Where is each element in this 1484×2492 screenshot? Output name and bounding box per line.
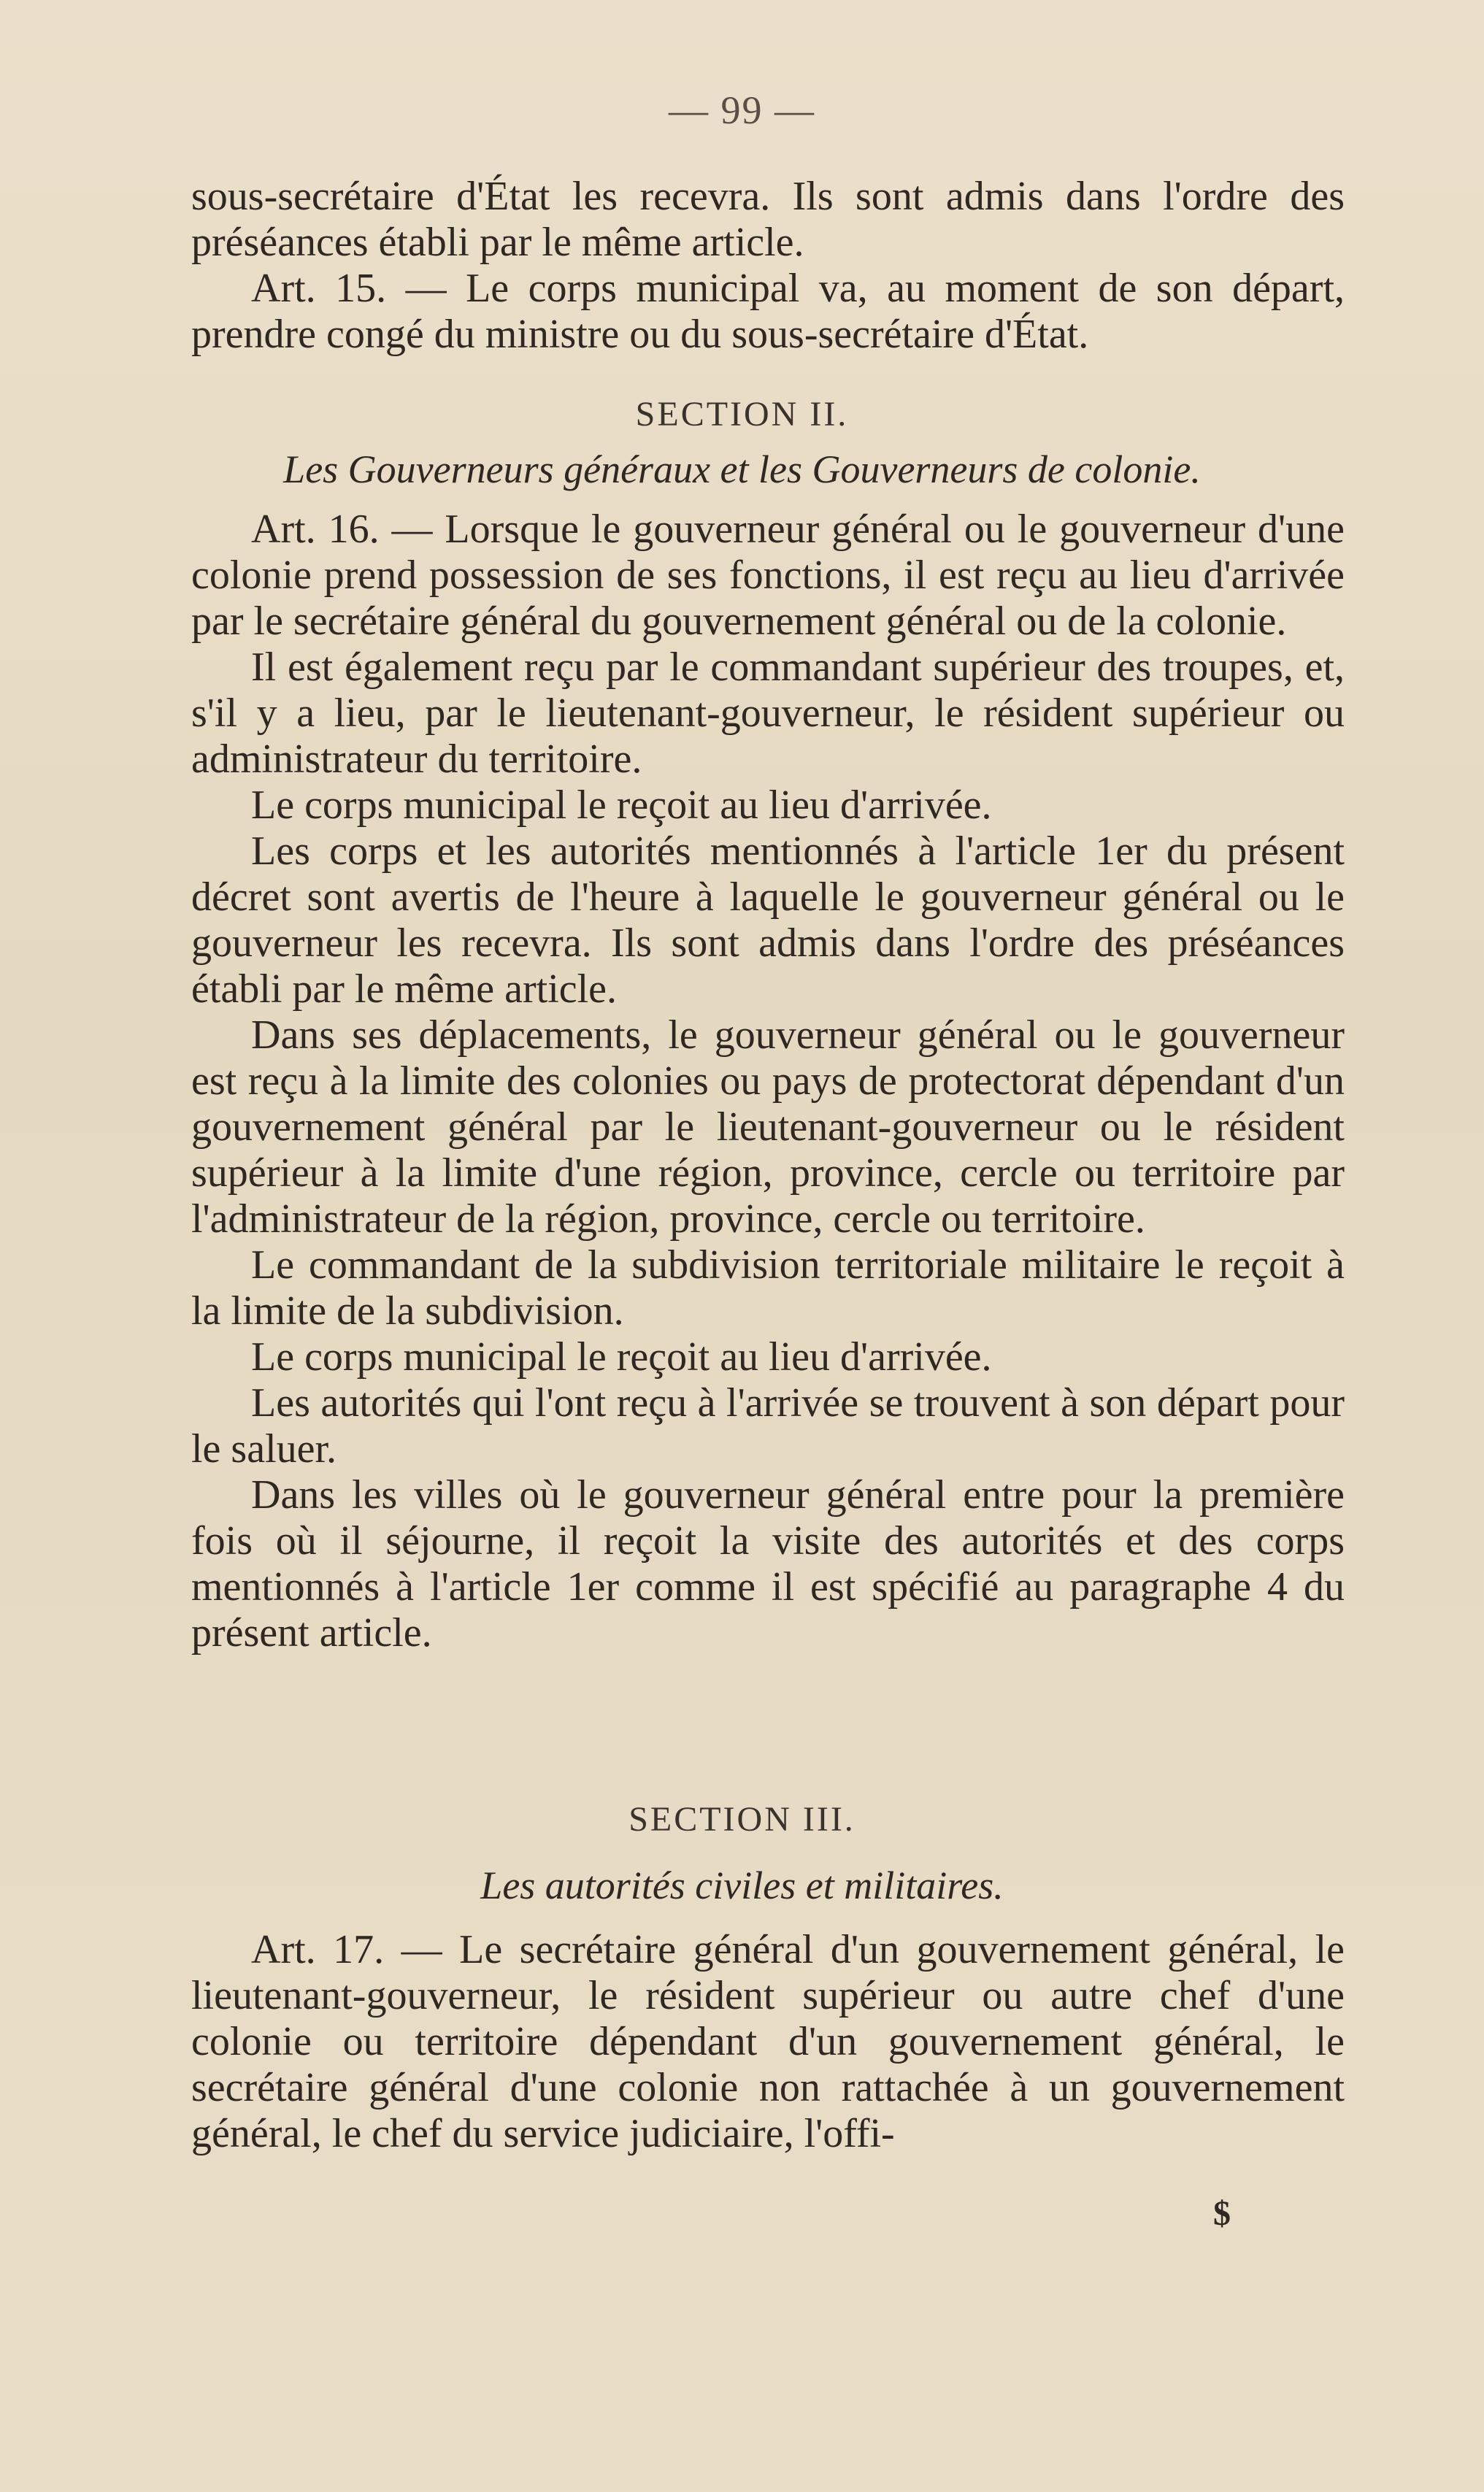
paragraph: Il est également reçu par le commandant supérieur des troupes, et, s'il y a lieu, par le lieutenant-gouverneur, le résident supérieur ou administrateur du territoire. (191, 645, 1345, 782)
signature-mark: $ (1213, 2194, 1231, 2233)
article-15-paragraph: Art. 15. — Le corps municipal va, au moment de son départ, prendre congé du ministre ou du sous-secrétaire d'État. (191, 266, 1345, 357)
paragraph: Les autorités qui l'ont reçu à l'arrivée se trouvent à son départ pour le saluer. (191, 1380, 1345, 1472)
section-2-heading: SECTION II. (635, 395, 849, 434)
paragraph: Le commandant de la subdivision territoriale militaire le reçoit à la limite de la subdivision. (191, 1242, 1345, 1334)
paragraph: Les corps et les autorités mentionnés à l'article 1er du présent décret sont avertis de l'heure à laquelle le gouverneur général ou le gouverneur les recevra. Ils sont admis dans l'ordre des préséances établi par le même article. (191, 828, 1345, 1012)
article-16-block (191, 507, 1345, 1656)
section-2-title: Les Gouverneurs généraux et les Gouverneurs de colonie. (283, 447, 1201, 491)
page-number: — 99 — (669, 88, 815, 132)
continuation-paragraph: sous-secrétaire d'État les recevra. Ils sont admis dans l'ordre des préséances établi par le même article. (191, 174, 1345, 265)
article-16-paragraph: Art. 16. — Lorsque le gouverneur général ou le gouverneur d'une colonie prend possession de ses fonctions, il est reçu au lieu d'arrivée par le secrétaire général du gouvernement général ou de la colonie. (191, 507, 1345, 644)
section-3-heading: SECTION III. (628, 1800, 856, 1839)
article-15-block (191, 174, 1345, 358)
section-3-title: Les autorités civiles et militaires. (480, 1864, 1004, 1907)
paragraph: Le corps municipal le reçoit au lieu d'arrivée. (251, 1334, 992, 1380)
paragraph: Dans les villes où le gouverneur général entre pour la première fois où il séjourne, il reçoit la visite des autorités et des corps mentionnés à l'article 1er comme il est spécifié au paragraphe 4 du présent article. (191, 1472, 1345, 1655)
paragraph: Le corps municipal le reçoit au lieu d'arrivée. (251, 782, 992, 828)
article-17-block (191, 1927, 1345, 2157)
article-17-paragraph: Art. 17. — Le secrétaire général d'un gouvernement général, le lieutenant-gouverneur, le résident supérieur ou autre chef d'une colonie ou territoire dépendant d'un gouvernement général, le secrétaire général d'une colonie non rattachée à un gouvernement général, le chef du service judiciaire, l'offi- (191, 1927, 1345, 2156)
paragraph: Dans ses déplacements, le gouverneur général ou le gouverneur est reçu à la limite des colonies ou pays de protectorat dépendant d'un gouvernement général par le lieutenant-gouverneur ou le résident supérieur à la limite d'une région, province, cercle ou territoire par l'administrateur de la région, province, cercle ou territoire. (191, 1012, 1345, 1242)
